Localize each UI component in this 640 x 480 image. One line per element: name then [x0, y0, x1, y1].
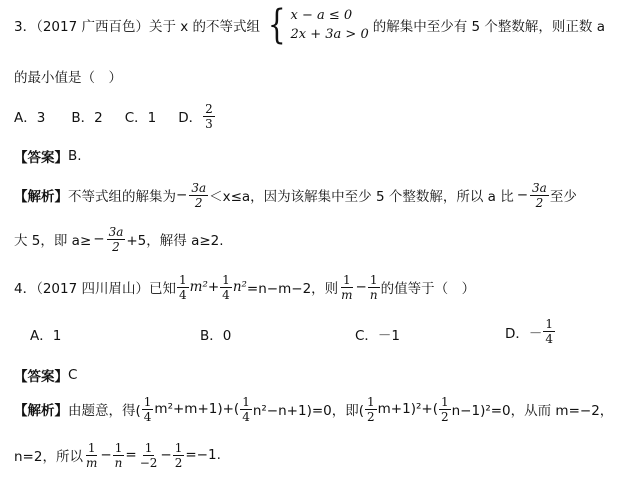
q4-analysis-line-2	[14, 436, 221, 474]
q4-question-head: 4．（2017 四川眉山）已知	[14, 281, 176, 297]
q4-equation-rest: =n−m−2，则	[246, 281, 339, 297]
q4-fraction-1-4-c: $\frac{1}{4}$	[143, 394, 152, 424]
left-brace-icon: {	[267, 2, 286, 48]
q4-analysis-text-5: n−1)²=0，从而 m=−2，	[451, 403, 614, 419]
q3-option-a: A．3	[14, 110, 46, 126]
q4-option-d: D． － $\frac{1}{4}$	[505, 317, 554, 346]
q4-answer	[14, 365, 77, 385]
q4-fraction-1-over-m: $\frac{1}{m}$	[341, 272, 353, 302]
q3-inequality-system	[264, 2, 369, 48]
q4-option-d-fraction: $\frac{1}{4}$	[545, 317, 554, 346]
q4-question-line	[14, 268, 475, 306]
q3-analysis-line-2: 大 5，即 a≥ − $\frac{3a}{2}$ +5，解得 a≥2.	[14, 224, 224, 254]
q4-fraction-1-4-d: $\frac{1}{4}$	[242, 394, 250, 424]
q4-minus: −	[355, 279, 367, 295]
q3-options	[14, 98, 216, 134]
q4-analysis-text-1: 由题意，得(	[68, 403, 141, 419]
q3-option-d-fraction: $\frac{2}{3}$	[205, 101, 213, 131]
q3-answer-label: 【答案】	[14, 150, 68, 166]
q4-fraction-1-4-a: $\frac{1}{4}$	[179, 272, 187, 302]
q3-question-tail: 的解集中至少有 5 个整数解，则正数 a	[372, 19, 605, 35]
q4-fraction-1-over-neg2: $\frac{1}{-2}$	[139, 440, 158, 470]
q4-fraction-1-2-a: $\frac{1}{2}$	[367, 394, 375, 424]
q3-option-d: D．	[178, 110, 203, 126]
q4-fraction-1-over-n-b: $\frac{1}{n}$	[114, 440, 123, 470]
q3-inequality-1: x − a ≤ 0	[290, 8, 353, 23]
q4-fraction-1-2-c: $\frac{1}{2}$	[174, 440, 183, 470]
q4-analysis-text-2: m²+m+1)+(	[154, 401, 240, 417]
q4-option-b: B．0	[200, 328, 232, 344]
q3-question-head: 3．（2017 广西百色）关于 x 的不等式组	[14, 19, 261, 35]
q4-fraction-1-over-n: $\frac{1}{n}$	[369, 272, 378, 302]
q3-answer	[14, 146, 82, 166]
q4-analysis-text-3: n²−n+1)=0，即(	[252, 403, 365, 419]
q3-fraction-neg-3a-over-2-b: $\frac{3a}{2}$	[532, 180, 547, 210]
q3-analysis-text-3: 至少	[549, 189, 577, 205]
q4-analysis-text-4: m+1)²+(	[377, 401, 438, 417]
q3-option-c: C．1	[124, 110, 157, 126]
q4-equals: =	[125, 447, 137, 463]
q3-analysis-label: 【解析】	[14, 189, 68, 205]
q4-analysis-line-1	[14, 390, 613, 428]
q4-question-tail: 的值等于（ ）	[380, 281, 476, 297]
q4-fraction-1-2-b: $\frac{1}{2}$	[440, 394, 449, 424]
q3-question-line-2	[14, 66, 122, 86]
q3-question-line2: 的最小值是（ ）	[14, 70, 122, 86]
q3-option-b: B．2	[71, 110, 103, 126]
q3-analysis-text-2: ＜x≤a，因为该解集中至少 5 个整数解，所以 a 比	[209, 189, 514, 205]
q3-fraction-neg-3a-over-2-c: $\frac{3a}{2}$	[108, 224, 124, 254]
q4-option-a: A．1	[30, 328, 62, 344]
q4-analysis-label: 【解析】	[14, 403, 68, 419]
q4-m-squared: m²	[189, 279, 208, 295]
q3-analysis-text-4: 大 5，即 a≥	[14, 233, 92, 249]
q4-minus-b: −	[100, 447, 112, 463]
q3-question-line-1	[14, 2, 605, 48]
q4-options	[0, 314, 640, 354]
q4-minus-c: −	[160, 447, 172, 463]
q3-analysis-text-5: +5，解得 a≥2.	[126, 233, 224, 249]
q4-analysis-result: =−1.	[185, 447, 221, 463]
q4-answer-value: C	[68, 367, 78, 383]
q3-inequality-2: 2x + 3a > 0	[290, 27, 369, 42]
q4-analysis-text-6: n=2，所以	[14, 449, 83, 465]
q4-answer-label: 【答案】	[14, 369, 68, 385]
q3-answer-value: B.	[68, 148, 82, 164]
q3-fraction-neg-3a-over-2: $\frac{3a}{2}$	[191, 180, 207, 210]
q4-n-squared: n²	[232, 279, 247, 295]
q4-option-c: C．－1	[355, 328, 401, 344]
q4-fraction-1-4-b: $\frac{1}{4}$	[222, 272, 230, 302]
q4-fraction-1-over-m-b: $\frac{1}{m}$	[85, 440, 98, 470]
q4-plus: +	[207, 279, 220, 295]
q3-analysis-text-1: 不等式组的解集为	[68, 189, 176, 205]
q3-analysis-line-1: 【解析】 不等式组的解集为 − $\frac{3a}{2}$ ＜x≤a，因为该解集中至少 5 个整数解，所以 a 比 − $\frac{3a}{2}$ 至少	[14, 180, 577, 210]
